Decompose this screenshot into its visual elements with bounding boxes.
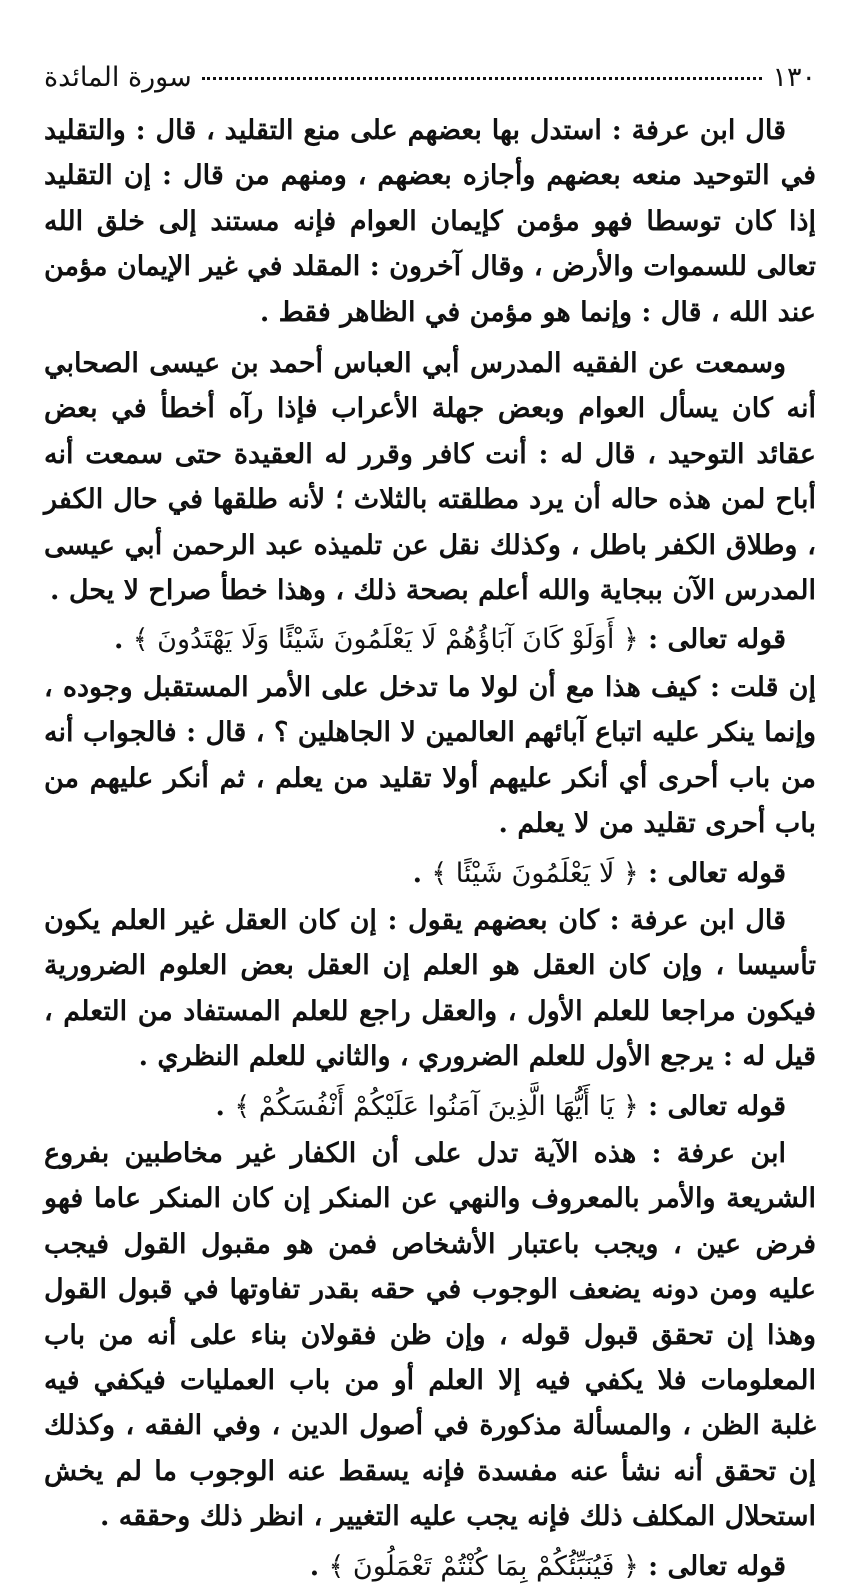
- verse-suffix: .: [309, 1550, 320, 1582]
- quran-quote: ﴿ لَا يَعْلَمُونَ شَيْئًا ﴾: [431, 857, 639, 889]
- paragraph-heard-faqih: وسمعت عن الفقيه المدرس أبي العباس أحمد بن عيسى الصحابي أنه كان يسأل العوام وبعض جهلة الأعراب فإذا رآه أخطأ في بعض عقائد التوحيد ، قال له : أنت كافر وقرر له العقيدة حتى سمعت أنه أباح لمن هذه حاله أن يرد مطلقته بالثلاث ؛ لأنه طلقها في حال الكفر ، وطلاق الكفر باطل ، وكذلك نقل عن تلميذه عبد الرحمن أبي عيسى المدرس الآن ببجاية والله أعلم بصحة ذلك ، وهذا خطأ صراح لا يحل .: [44, 348, 816, 607]
- paragraph-question-answer: إن قلت : كيف هذا مع أن لولا ما تدخل على الأمر المستقبل وجوده ، وإنما ينكر عليه اتباع آبائهم العالمين لا الجاهلين ؟ ، قال : فالجواب أنه من باب أحرى أي أنكر عليهم أولا تقليد من يعلم ، ثم أنكر عليهم من باب أحرى تقليد من لا يعلم .: [44, 671, 816, 840]
- verse-prefix: قوله تعالى :: [648, 857, 786, 889]
- page-header: [44, 62, 816, 108]
- verse-prefix: قوله تعالى :: [648, 1550, 786, 1582]
- paragraph-ibn-arafa-taqlid: قال ابن عرفة : استدل بها بعضهم على منع التقليد ، قال : والتقليد في التوحيد منعه بعضهم وأجازه بعضهم ، ومنهم من قال : إن التقليد إذا كان توسطا فهو مؤمن كإيمان العوام فإنه مستند إلى خلق الله تعالى للسموات والأرض ، وقال آخرون : المقلد في غير الإيمان مؤمن عند الله ، قال : وإنما هو مؤمن في الظاهر فقط .: [44, 115, 816, 328]
- verse-suffix: .: [412, 857, 422, 889]
- verse-heading: [44, 1084, 816, 1129]
- verse-suffix: .: [113, 624, 124, 656]
- verse-heading: [44, 1544, 816, 1589]
- quran-quote: ﴿ فَيُنَبِّئُكُمْ بِمَا كُنْتُمْ تَعْمَلُونَ ﴾: [328, 1550, 639, 1582]
- verse-prefix: قوله تعالى :: [648, 624, 786, 656]
- quran-quote: ﴿ يَا أَيُّهَا الَّذِينَ آمَنُوا عَلَيْكُمْ أَنْفُسَكُمْ ﴾: [234, 1090, 639, 1122]
- quran-quote: ﴿ أَوَلَوْ كَانَ آبَاؤُهُمْ لَا يَعْلَمُونَ شَيْئًا وَلَا يَهْتَدُونَ ﴾: [132, 624, 639, 656]
- verse-heading: [44, 851, 816, 896]
- surah-title: سورة المائدة: [44, 62, 192, 93]
- verse-heading: [44, 617, 816, 662]
- page-number: ١٣٠: [772, 62, 816, 93]
- paragraph-amr-bil-maruf: ابن عرفة : هذه الآية تدل على أن الكفار غير مخاطبين بفروع الشريعة والأمر بالمعروف والنهي عن المنكر إن كان المنكر عاما فهو فرض عين ، ويجب باعتبار الأشخاص فمن هو مقبول القول فيجب عليه ومن دونه يضعف الوجوب في حقه بقدر تفاوتها في قبول القول وهذا إن تحقق قبول قوله ، وإن ظن فقولان بناء على أنه من باب المعلومات فلا يكفي فيه إلا العلم أو من باب العمليات فيكفي فيه غلبة الظن ، والمسألة مذكورة في أصول الدين ، وفي الفقه ، وكذلك إن تحقق أنه نشأ عنه مفسدة فإنه يسقط عنه الوجوب ما لم يخش استحلال المكلف ذلك فإنه يجب عليه التغيير ، انظر ذلك وحققه .: [44, 1137, 816, 1533]
- verse-suffix: .: [215, 1090, 225, 1122]
- verse-prefix: قوله تعالى :: [648, 1090, 786, 1122]
- header-dotted-leader: [202, 77, 763, 80]
- paragraph-aql-ilm: قال ابن عرفة : كان بعضهم يقول : إن كان العقل غير العلم يكون تأسيسا ، وإن كان العقل هو العلم إن العقل بعض العلوم الضرورية فيكون مراجعا للعلم الأول ، والعقل راجع للعلم المستفاد من التعلم ، قيل له : يرجع الأول للعلم الضروري ، والثاني للعلم النظري .: [44, 904, 816, 1073]
